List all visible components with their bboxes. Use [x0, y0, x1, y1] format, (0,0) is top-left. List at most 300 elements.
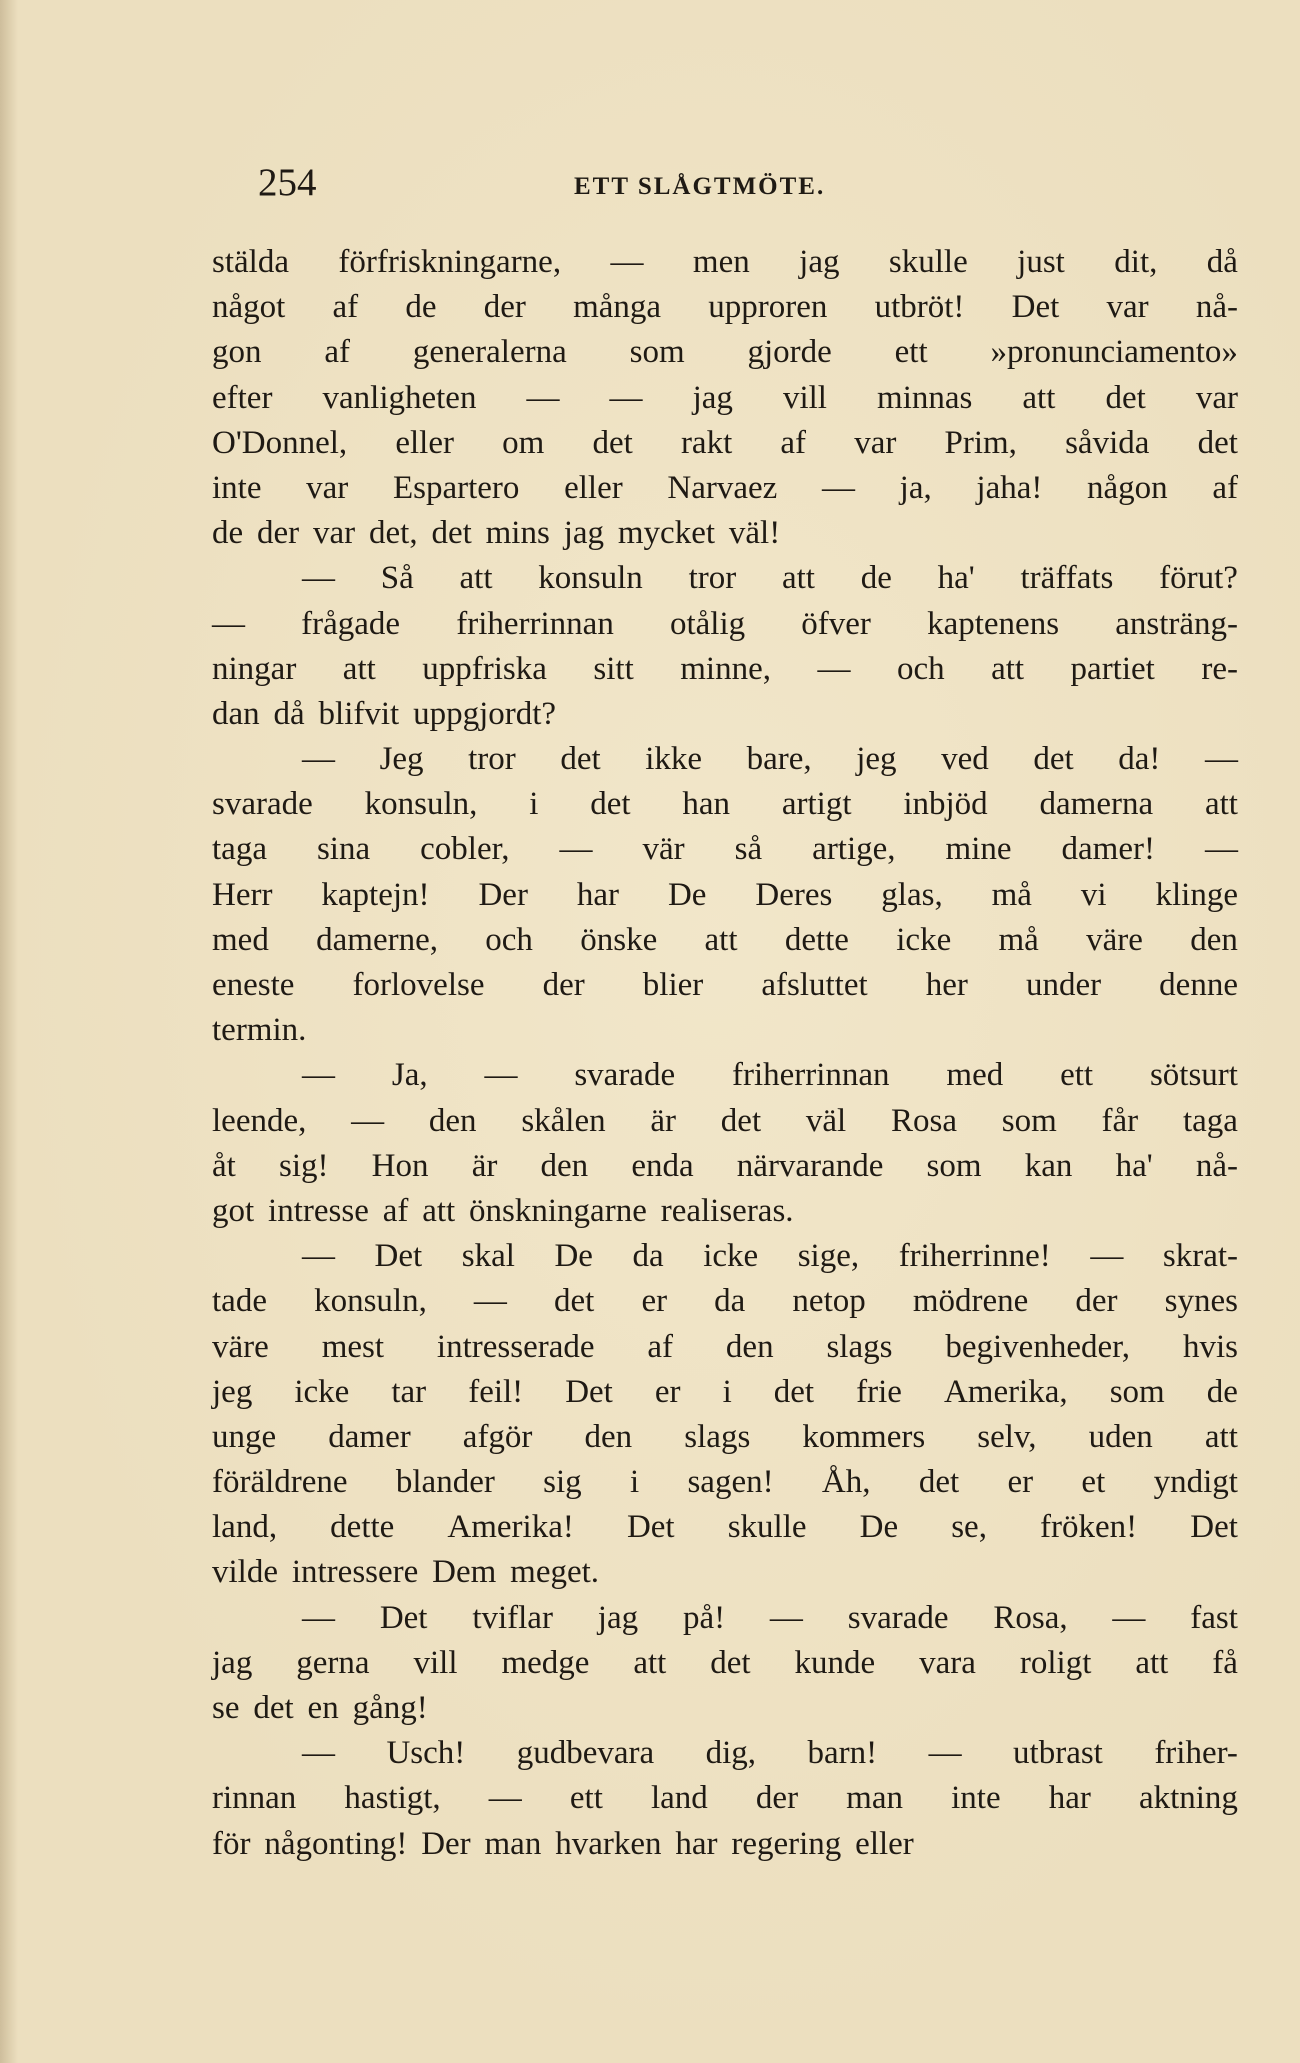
word: ett	[894, 334, 928, 371]
word: dette	[784, 921, 849, 958]
word: af	[1212, 469, 1238, 506]
text-line	[212, 240, 1238, 285]
word: intresse	[268, 1192, 369, 1229]
word: ett	[569, 1780, 603, 1817]
word: —	[302, 1057, 335, 1094]
word: jag	[692, 379, 733, 416]
word: mine	[945, 831, 1012, 868]
word: tviflar	[472, 1599, 553, 1636]
word: sig!	[279, 1147, 329, 1184]
word: friherrinne!	[898, 1238, 1051, 1275]
word: såvida	[1065, 424, 1150, 461]
word: träffats	[1020, 560, 1114, 597]
word: et	[1081, 1464, 1106, 1501]
word: jag	[212, 1644, 253, 1681]
word: önskningarne	[469, 1192, 647, 1229]
word: damer	[328, 1418, 411, 1455]
word: Herr	[212, 876, 273, 913]
word: eller	[564, 469, 623, 506]
word: de	[405, 289, 437, 326]
word: vill	[782, 379, 827, 416]
word: kaptenens	[927, 605, 1060, 642]
text-line	[212, 1641, 1238, 1686]
word: i	[529, 786, 539, 823]
word: da	[714, 1283, 746, 1320]
word: får	[1101, 1102, 1139, 1139]
word: rakt	[680, 424, 733, 461]
word: roligt	[1019, 1644, 1092, 1681]
text-line	[212, 1596, 1238, 1641]
word: tror	[688, 560, 737, 597]
word: otålig	[669, 605, 746, 642]
text-line	[212, 692, 1238, 737]
word: —	[928, 1735, 962, 1772]
page-number: 254	[258, 161, 317, 204]
word: skulle	[727, 1509, 807, 1546]
word: konsuln,	[364, 786, 478, 823]
word: dan	[212, 695, 260, 732]
word: —	[302, 560, 335, 597]
word: eller	[855, 1825, 914, 1862]
word: föräldrene	[212, 1464, 348, 1501]
word: gudbevara	[516, 1735, 655, 1772]
word: barn!	[807, 1735, 878, 1772]
word: hvarken	[555, 1825, 662, 1862]
word: tror	[468, 741, 516, 778]
word: kaptejn!	[321, 876, 430, 913]
word: att	[422, 1192, 456, 1229]
word: medge	[501, 1644, 590, 1681]
word: —	[302, 741, 335, 778]
body-text	[212, 240, 1238, 1867]
word: af	[324, 334, 350, 371]
word: mycket	[617, 515, 716, 552]
word: her	[925, 967, 968, 1003]
word: —	[1090, 1238, 1124, 1275]
word: minnas	[877, 379, 973, 416]
word: närvarande	[736, 1147, 884, 1184]
word: var	[854, 424, 897, 461]
word: svarade	[847, 1599, 949, 1636]
word: taga	[212, 831, 267, 868]
word: generalerna	[412, 334, 567, 371]
word: minne,	[680, 650, 771, 687]
text-line	[212, 873, 1238, 918]
word: då	[273, 695, 305, 732]
word: Ja,	[391, 1057, 428, 1094]
word: utbröt!	[874, 289, 965, 326]
text-line	[212, 647, 1238, 692]
word: vill	[413, 1644, 458, 1681]
text-line	[212, 827, 1238, 872]
word: fröken!	[1040, 1509, 1138, 1546]
word: ett	[1060, 1057, 1094, 1094]
word: få	[1212, 1644, 1238, 1681]
word: uden	[1088, 1418, 1153, 1455]
word: det	[431, 515, 472, 552]
word: jag	[799, 244, 840, 280]
word: slags	[684, 1418, 751, 1455]
word: det	[1105, 379, 1146, 416]
word: skal	[461, 1238, 515, 1275]
word: —	[1204, 741, 1238, 778]
word: är	[650, 1102, 677, 1139]
word: väre	[1086, 921, 1143, 958]
word: meget.	[510, 1554, 600, 1591]
word: och	[485, 921, 533, 958]
text-line	[212, 1370, 1238, 1415]
word: Åh,	[821, 1464, 871, 1501]
word: —	[817, 650, 851, 687]
text-line	[212, 1144, 1238, 1189]
word: got	[212, 1192, 255, 1229]
word: Det	[1011, 289, 1060, 326]
word: af	[647, 1328, 674, 1365]
word: forlovelse	[352, 967, 485, 1003]
word: —	[351, 1102, 385, 1139]
word: glas,	[881, 876, 943, 913]
word: var	[1195, 379, 1238, 416]
word: klinge	[1155, 876, 1238, 913]
word: slags	[826, 1328, 893, 1365]
word: intressere	[291, 1554, 419, 1591]
word: det	[1197, 424, 1238, 461]
word: begivenheder,	[945, 1328, 1131, 1365]
word: intresserade	[436, 1328, 595, 1365]
page-header	[212, 160, 1238, 210]
word: just	[1017, 244, 1065, 280]
word: Det	[565, 1373, 613, 1410]
word: enda	[631, 1147, 694, 1184]
word: —	[559, 831, 593, 868]
word: Dem	[432, 1554, 497, 1591]
word: synes	[1164, 1283, 1238, 1320]
word: inbjöd	[903, 786, 988, 823]
word: sötsurt	[1149, 1057, 1238, 1094]
word: damerna	[1039, 786, 1154, 823]
word: Usch!	[386, 1735, 466, 1772]
text-line	[212, 376, 1238, 421]
word: den	[1190, 921, 1238, 958]
word: inte	[951, 1780, 1001, 1817]
word: blier	[642, 967, 704, 1003]
word: den	[725, 1328, 774, 1365]
word: att	[991, 650, 1025, 687]
word: att	[1204, 786, 1238, 823]
word: af	[382, 1192, 409, 1229]
word: Deres	[755, 876, 833, 913]
word: i	[629, 1464, 640, 1501]
word: frågade	[301, 605, 401, 642]
word: att	[633, 1644, 667, 1681]
paragraph	[212, 240, 1238, 556]
word: mest	[321, 1328, 385, 1365]
word: konsuln	[538, 560, 643, 597]
word: Der	[421, 1825, 471, 1862]
word: man	[484, 1825, 542, 1862]
word: Narvaez	[667, 469, 778, 506]
word: att	[1022, 379, 1056, 416]
word: något	[212, 289, 286, 326]
text-line	[212, 1189, 1238, 1234]
word: i	[722, 1373, 732, 1410]
word: många	[573, 289, 662, 326]
word: ja,	[899, 469, 932, 506]
word: dette	[330, 1509, 395, 1546]
word: —	[212, 605, 245, 642]
word: att	[704, 921, 738, 958]
word: —	[609, 379, 643, 416]
text-line	[212, 285, 1238, 330]
word: den	[540, 1147, 589, 1184]
word: sina	[316, 831, 371, 868]
word: O'Donnel,	[212, 424, 348, 461]
word: skålen	[521, 1102, 606, 1139]
word: efter	[212, 379, 273, 416]
word: vi	[1080, 876, 1107, 913]
word: artigt	[781, 786, 852, 823]
word: eller	[395, 424, 454, 461]
word: under	[1025, 967, 1102, 1003]
text-line	[212, 1415, 1238, 1460]
word: man	[846, 1780, 903, 1817]
word: —	[1204, 831, 1238, 868]
word: friherrinnan	[731, 1057, 890, 1094]
word: hvis	[1182, 1328, 1238, 1365]
word: Rosa	[890, 1102, 957, 1139]
word: mins	[485, 515, 550, 552]
word: det	[1033, 741, 1074, 778]
word: med	[212, 921, 269, 958]
word: icke	[896, 921, 952, 958]
word: —	[302, 1238, 335, 1275]
word: stälda	[212, 244, 289, 280]
word: eneste	[212, 967, 295, 1003]
text-line	[212, 963, 1238, 1008]
word: skrat-	[1162, 1238, 1238, 1275]
paragraph	[212, 1053, 1238, 1234]
word: der	[542, 967, 585, 1003]
word: de	[860, 560, 892, 597]
word: se	[212, 1690, 240, 1726]
word: har	[675, 1825, 718, 1862]
word: dit,	[1114, 244, 1158, 280]
word: damer!	[1061, 831, 1155, 868]
word: någon	[1087, 469, 1168, 506]
text-line	[212, 1053, 1238, 1098]
word: så	[734, 831, 763, 868]
word: unge	[212, 1418, 277, 1455]
word: selv,	[977, 1418, 1037, 1455]
word: vär	[642, 831, 685, 868]
word: de	[212, 515, 244, 552]
text-line	[212, 1505, 1238, 1550]
word: gjorde	[747, 334, 832, 371]
text-line	[212, 1822, 1238, 1867]
word: realiseras.	[660, 1192, 794, 1229]
word: »pronunciamento»	[990, 334, 1238, 371]
word: med	[946, 1057, 1004, 1094]
word: —	[473, 1283, 507, 1320]
text-line	[212, 737, 1238, 782]
word: yndigt	[1153, 1464, 1238, 1501]
word: af	[780, 424, 807, 461]
word: som	[629, 334, 685, 371]
text-line	[212, 1776, 1238, 1821]
word: partiet	[1070, 650, 1155, 687]
word: upproren	[708, 289, 828, 326]
word: vanligheten	[322, 379, 477, 416]
word: som	[1109, 1373, 1165, 1410]
text-line	[212, 1686, 1238, 1731]
word: det	[710, 1644, 751, 1681]
word: det	[773, 1373, 815, 1410]
word: det,	[369, 515, 418, 552]
word: var	[1106, 289, 1149, 326]
word: han	[682, 786, 731, 823]
word: åt	[212, 1147, 236, 1184]
word: det	[554, 1283, 595, 1320]
word: blifvit	[318, 695, 400, 732]
word: blander	[395, 1464, 495, 1501]
word: svarade	[212, 786, 313, 823]
word: den	[428, 1102, 477, 1139]
word: skulle	[888, 244, 968, 280]
word: taga	[1182, 1102, 1238, 1139]
text-line	[212, 511, 1238, 556]
word: icke	[703, 1238, 759, 1275]
word: termin.	[212, 1012, 307, 1049]
word: tade	[212, 1283, 267, 1320]
word: må	[991, 876, 1032, 913]
word: det	[253, 1690, 294, 1726]
word: netop	[792, 1283, 866, 1320]
word: konsuln,	[314, 1283, 427, 1320]
word: det	[918, 1464, 960, 1501]
word: var	[313, 515, 356, 552]
word: att	[781, 560, 815, 597]
word: regering	[731, 1825, 842, 1862]
word: har	[576, 876, 620, 913]
paragraph	[212, 1234, 1238, 1596]
word: denne	[1159, 967, 1238, 1003]
word: ha'	[937, 560, 975, 597]
word: uppfriska	[422, 650, 547, 687]
word: om	[502, 424, 545, 461]
word: gerna	[296, 1644, 370, 1681]
word: är	[471, 1147, 498, 1184]
word: sige,	[797, 1238, 860, 1275]
word: en	[307, 1690, 339, 1726]
paragraph	[212, 737, 1238, 1053]
word: —	[488, 1780, 522, 1817]
word: var	[306, 469, 349, 506]
word: frie	[856, 1373, 902, 1410]
word: sagen!	[687, 1464, 774, 1501]
word: De	[667, 876, 707, 913]
word: friherrinnan	[456, 605, 614, 642]
word: jeg	[856, 741, 897, 778]
word: De	[859, 1509, 899, 1546]
word: att	[459, 560, 493, 597]
word: Det	[1190, 1509, 1238, 1546]
word: vara	[919, 1644, 976, 1681]
word: der	[257, 515, 300, 552]
word: cobler,	[420, 831, 510, 868]
word: afgör	[462, 1418, 533, 1455]
word: nå-	[1195, 289, 1238, 326]
word: gon	[212, 334, 262, 371]
word: artige,	[812, 831, 896, 868]
word: hastigt,	[344, 1780, 441, 1817]
word: har	[1048, 1780, 1091, 1817]
word: Det	[379, 1599, 428, 1636]
word: dig,	[705, 1735, 757, 1772]
paragraph	[212, 1731, 1238, 1867]
word: väl!	[728, 515, 781, 552]
word: vilde	[212, 1554, 278, 1591]
word: det	[592, 424, 633, 461]
word: nå-	[1195, 1147, 1238, 1184]
word: Prim,	[944, 424, 1017, 461]
word: önske	[580, 921, 658, 958]
word: men	[692, 244, 750, 280]
word: må	[998, 921, 1039, 958]
word: väl	[805, 1102, 847, 1139]
word: som	[1001, 1102, 1057, 1139]
word: att	[1135, 1644, 1169, 1681]
word: Det	[626, 1509, 675, 1546]
word: att	[342, 650, 376, 687]
word: gång!	[352, 1690, 428, 1726]
text-line	[212, 466, 1238, 511]
word: Jeg	[379, 741, 424, 778]
text-line	[212, 1325, 1238, 1370]
word: er	[641, 1283, 668, 1320]
text-line	[212, 1550, 1238, 1595]
word: det	[720, 1102, 762, 1139]
word: Så	[380, 560, 414, 597]
word: fast	[1190, 1599, 1238, 1636]
word: kommers	[802, 1418, 926, 1455]
word: öfver	[801, 605, 871, 642]
word: Rosa,	[993, 1599, 1068, 1636]
word: —	[769, 1599, 803, 1636]
word: att	[1204, 1418, 1238, 1455]
word: då	[1206, 244, 1238, 280]
word: land,	[212, 1509, 278, 1546]
word: kunde	[794, 1644, 876, 1681]
word: —	[526, 379, 560, 416]
word: Espartero	[392, 469, 520, 506]
word: ningar	[212, 650, 297, 687]
word: da!	[1118, 741, 1161, 778]
word: det	[560, 741, 601, 778]
word: ved	[941, 741, 989, 778]
word: Hon	[371, 1147, 429, 1184]
word: der	[755, 1780, 799, 1817]
text-line	[212, 556, 1238, 601]
word: Amerika,	[943, 1373, 1068, 1410]
word: se,	[951, 1509, 987, 1546]
word: det	[590, 786, 631, 823]
word: sitt	[593, 650, 634, 687]
word: bare,	[746, 741, 812, 778]
text-line	[212, 421, 1238, 466]
word: ansträng-	[1115, 605, 1238, 642]
paragraph	[212, 556, 1238, 737]
word: damerne,	[316, 921, 438, 958]
